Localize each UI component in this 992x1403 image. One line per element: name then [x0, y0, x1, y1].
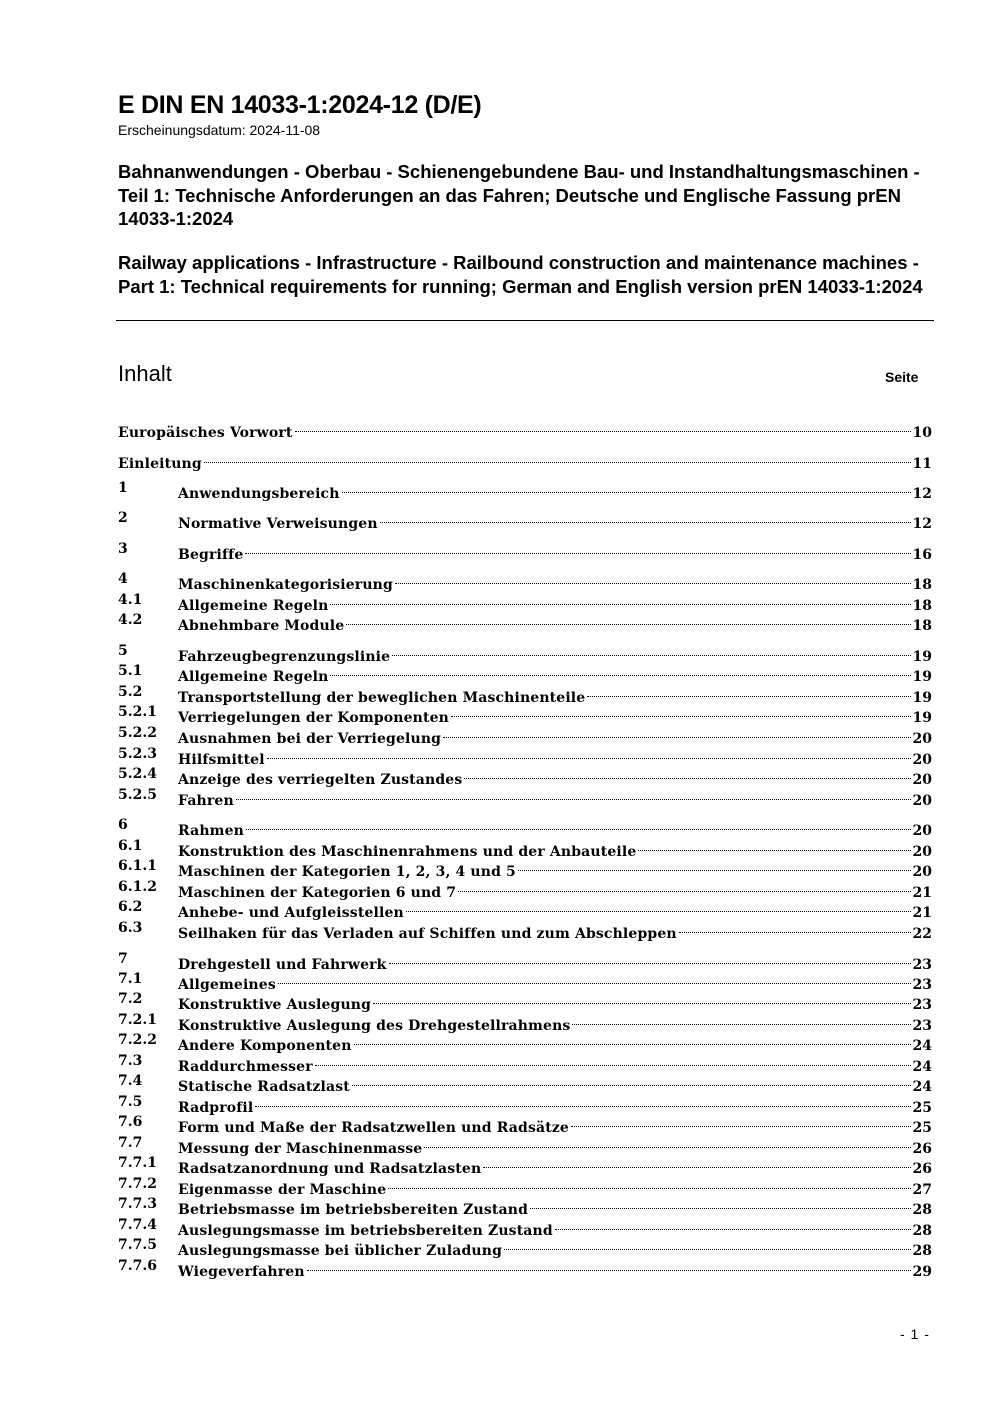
- toc-entry-page: 12: [912, 486, 932, 502]
- toc-entry-title: Auslegungsmasse im betriebsbereiten Zustand: [178, 1223, 553, 1239]
- toc-entry-page: 28: [912, 1243, 932, 1259]
- toc-entry-title: Maschinen der Kategorien 6 und 7: [178, 885, 457, 901]
- toc-entry[interactable]: [118, 785, 932, 809]
- toc-entry-number: 5.2.3: [118, 746, 157, 762]
- toc-entry-number: 5: [118, 643, 128, 659]
- toc-entry-page: 28: [912, 1223, 932, 1239]
- toc-entry-number: 4: [118, 571, 128, 587]
- toc-entry-title: Radsatzanordnung und Radsatzlasten: [178, 1161, 482, 1177]
- toc-entry-number: 7.3: [118, 1053, 143, 1069]
- toc-entry-page: 24: [912, 1038, 932, 1054]
- toc-entry-page: 19: [912, 669, 932, 685]
- toc-entry-line: [178, 949, 932, 973]
- toc-dot-leader: [380, 508, 911, 528]
- toc-entry-title: Transportstellung der beweglichen Maschinenteile: [178, 690, 586, 706]
- toc-entry-number: 6.1: [118, 838, 143, 854]
- toc-entry-title: Normative Verweisungen: [178, 516, 378, 532]
- toc-entry-title: Allgemeine Regeln: [178, 669, 329, 685]
- toc-entry-page: 29: [912, 1264, 932, 1280]
- document-id: E DIN EN 14033-1:2024-12 (D/E): [118, 91, 482, 119]
- toc-entry-number: 7.2.2: [118, 1032, 157, 1048]
- toc-entry-page: 10: [912, 425, 932, 441]
- toc-entry-title: Konstruktive Auslegung: [178, 997, 372, 1013]
- toc-entry-page: 26: [912, 1161, 932, 1177]
- toc-entry-title: Anwendungsbereich: [178, 486, 340, 502]
- toc-dot-leader: [451, 702, 911, 722]
- toc-entry-page: 27: [912, 1182, 932, 1198]
- toc-entry-page: 28: [912, 1202, 932, 1218]
- toc-entry-number: 7.2.1: [118, 1012, 157, 1028]
- toc-dot-leader: [346, 610, 910, 630]
- toc-entry-line: [178, 785, 932, 809]
- toc-entry-page: 20: [912, 823, 932, 839]
- toc-dot-leader: [330, 661, 910, 681]
- toc-entry-line: [178, 764, 932, 788]
- toc-entry-title: Rahmen: [178, 823, 245, 839]
- toc-entry-number: 7.7.4: [118, 1217, 157, 1233]
- toc-entry-line: [178, 744, 932, 768]
- toc-entry[interactable]: [118, 918, 932, 942]
- toc-entry[interactable]: [118, 1256, 932, 1280]
- toc-entry-page: 20: [912, 752, 932, 768]
- toc-entry-number: 7.7.3: [118, 1196, 157, 1212]
- toc-entry-title: Fahrzeugbegrenzungslinie: [178, 649, 391, 665]
- toc-entry-line: [178, 897, 932, 921]
- toc-entry-title: Allgemeine Regeln: [178, 598, 329, 614]
- toc-entry-line: [178, 1112, 932, 1136]
- toc-entry[interactable]: [118, 1153, 932, 1177]
- toc-entry-title: Form und Maße der Radsatzwellen und Radsätze: [178, 1120, 569, 1136]
- toc-entry-line: [178, 682, 932, 706]
- toc-entry-title: Konstruktion des Maschinenrahmens und der Anbauteile: [178, 844, 637, 860]
- toc-dot-leader: [278, 969, 911, 989]
- toc-entry-title: Einleitung: [118, 456, 202, 472]
- toc-entry-line: [178, 969, 932, 993]
- toc-dot-leader: [530, 1194, 911, 1214]
- toc-entry-title: Begriffe: [178, 547, 244, 563]
- toc-entry-number: 7.1: [118, 971, 143, 987]
- toc-entry-line: [178, 918, 932, 942]
- toc-dot-leader: [587, 682, 910, 702]
- toc-entry-title: Konstruktive Auslegung des Drehgestellrahmens: [178, 1018, 571, 1034]
- toc-entry-page: 20: [912, 772, 932, 788]
- toc-entry[interactable]: [118, 969, 932, 993]
- page-number: - 1 -: [900, 1326, 930, 1342]
- toc-entry[interactable]: [118, 764, 932, 788]
- toc-entry[interactable]: [118, 1030, 932, 1054]
- publication-date: Erscheinungsdatum: 2024-11-08: [118, 122, 321, 138]
- toc-entry-page: 19: [912, 690, 932, 706]
- toc-entry-title: Verriegelungen der Komponenten: [178, 710, 449, 726]
- toc-entry-page: 19: [912, 710, 932, 726]
- toc-dot-leader: [406, 897, 911, 917]
- toc-entry[interactable]: [118, 610, 932, 634]
- toc-dot-leader: [504, 1235, 910, 1255]
- toc-entry[interactable]: [118, 448, 932, 472]
- toc-entry[interactable]: [118, 590, 932, 614]
- toc-entry-page: 20: [912, 731, 932, 747]
- toc-entry-page: 12: [912, 516, 932, 532]
- toc-entry[interactable]: [118, 989, 932, 1013]
- toc-entry[interactable]: [118, 641, 932, 665]
- toc-entry-title: Raddurchmesser: [178, 1059, 313, 1075]
- toc-entry-number: 7.7.5: [118, 1237, 157, 1253]
- toc-entry-title: Abnehmbare Module: [178, 618, 345, 634]
- toc-entry-line: [178, 1071, 932, 1095]
- toc-dot-leader: [295, 417, 911, 437]
- toc-entry-number: 1: [118, 480, 128, 496]
- toc-entry-title: Eigenmasse der Maschine: [178, 1182, 387, 1198]
- toc-entry-title: Anhebe- und Aufgleisstellen: [178, 905, 404, 921]
- toc-entry-number: 7.4: [118, 1073, 143, 1089]
- title-german: Bahnanwendungen - Oberbau - Schienengebundene Bau- und Instandhaltungsmaschinen - Teil 1: Technische Anforderungen an das Fahren; Deutsche und Englische Fassung prEN 14033-1:2024: [118, 161, 920, 229]
- toc-entry-page: 24: [912, 1059, 932, 1075]
- toc-entry[interactable]: [118, 1235, 932, 1259]
- toc-entry-number: 4.1: [118, 592, 143, 608]
- toc-entry-page: 25: [912, 1120, 932, 1136]
- toc-dot-leader: [352, 1071, 911, 1091]
- toc-entry-number: 7.7.1: [118, 1155, 157, 1171]
- toc-entry-number: 5.2: [118, 684, 143, 700]
- toc-entry-line: [178, 1215, 932, 1239]
- toc-entry[interactable]: [118, 702, 932, 726]
- toc-entry[interactable]: [118, 539, 932, 563]
- toc-entry-title: Statische Radsatzlast: [178, 1079, 350, 1095]
- toc-entry-line: [118, 448, 932, 472]
- toc-dot-leader: [315, 1051, 911, 1071]
- toc-dot-leader: [555, 1215, 911, 1235]
- toc-entry-number: 6.1.1: [118, 858, 157, 874]
- toc-entry[interactable]: [118, 508, 932, 532]
- toc-entry-title: Messung der Maschinenmasse: [178, 1141, 423, 1157]
- toc-entry[interactable]: [118, 1215, 932, 1239]
- toc-entry-line: [178, 1153, 932, 1177]
- toc-dot-leader: [389, 949, 911, 969]
- toc-entry-line: [178, 1174, 932, 1198]
- toc-entry-page: 26: [912, 1141, 932, 1157]
- toc-entry-line: [178, 1030, 932, 1054]
- toc-dot-leader: [464, 764, 910, 784]
- toc-entry-line: [178, 539, 932, 563]
- toc-entry-number: 5.2.4: [118, 766, 157, 782]
- toc-entry-page: 21: [912, 905, 932, 921]
- toc-entry-page: 20: [912, 864, 932, 880]
- toc-entry-line: [178, 1092, 932, 1116]
- toc-entry-number: 7.7.2: [118, 1176, 157, 1192]
- toc-entry[interactable]: [118, 723, 932, 747]
- toc-entry-title: Drehgestell und Fahrwerk: [178, 957, 387, 973]
- toc-entry[interactable]: [118, 661, 932, 685]
- toc-entry-title: Fahren: [178, 793, 234, 809]
- toc-entry-line: [178, 1256, 932, 1280]
- toc-dot-leader: [518, 856, 911, 876]
- toc-entry-line: [178, 836, 932, 860]
- toc-entry-number: 7.5: [118, 1094, 143, 1110]
- toc-dot-leader: [246, 815, 911, 835]
- toc-entry-line: [178, 1010, 932, 1034]
- toc-dot-leader: [388, 1174, 910, 1194]
- toc-dot-leader: [443, 723, 910, 743]
- toc-entry-number: 5.2.5: [118, 787, 157, 803]
- toc-entry[interactable]: [118, 1051, 932, 1075]
- toc-dot-leader: [245, 539, 910, 559]
- toc-entry-page: 16: [912, 547, 932, 563]
- toc-entry[interactable]: [118, 815, 932, 839]
- toc-entry-line: [178, 1133, 932, 1157]
- toc-entry[interactable]: [118, 1010, 932, 1034]
- toc-entry-line: [118, 417, 932, 441]
- toc-entry-number: 5.1: [118, 663, 143, 679]
- toc-entry-page: 20: [912, 844, 932, 860]
- toc-entry[interactable]: [118, 1133, 932, 1157]
- toc-entry-line: [178, 569, 932, 593]
- toc-entry[interactable]: [118, 897, 932, 921]
- toc-dot-leader: [330, 590, 910, 610]
- toc-entry-title: Europäisches Vorwort: [118, 425, 293, 441]
- toc-entry-line: [178, 702, 932, 726]
- toc-entry-number: 6.2: [118, 899, 143, 915]
- toc-entry-page: 23: [912, 1018, 932, 1034]
- toc-entry-line: [178, 661, 932, 685]
- toc-entry[interactable]: [118, 856, 932, 880]
- title-english: Railway applications - Infrastructure - Railbound construction and maintenance machines - Part 1: Technical requirements for running; German and English version prEN 14033-1:2024: [118, 252, 923, 297]
- toc-dot-leader: [458, 877, 910, 897]
- toc-entry[interactable]: [118, 417, 932, 441]
- toc-dot-leader: [395, 569, 911, 589]
- toc-dot-leader: [571, 1112, 911, 1132]
- toc-entry[interactable]: [118, 1092, 932, 1116]
- toc-heading: Inhalt: [118, 361, 172, 386]
- toc-entry-line: [178, 610, 932, 634]
- toc-entry-title: Maschinenkategorisierung: [178, 577, 393, 593]
- toc-entry-number: 7.7: [118, 1135, 143, 1151]
- toc-entry-line: [178, 590, 932, 614]
- toc-entry-number: 6.1.2: [118, 879, 157, 895]
- toc-page-column-label: Seite: [885, 369, 919, 385]
- toc-entry-title: Allgemeines: [178, 977, 276, 993]
- toc-dot-leader: [307, 1256, 911, 1276]
- toc-entry-number: 2: [118, 510, 128, 526]
- toc-entry-number: 7.6: [118, 1114, 143, 1130]
- toc-dot-leader: [373, 989, 910, 1009]
- toc-entry-title: Hilfsmittel: [178, 752, 265, 768]
- toc-dot-leader: [392, 641, 910, 661]
- toc-entry-number: 6: [118, 817, 128, 833]
- toc-entry[interactable]: [118, 836, 932, 860]
- toc-entry[interactable]: [118, 569, 932, 593]
- toc-entry-page: 25: [912, 1100, 932, 1116]
- toc-entry[interactable]: [118, 949, 932, 973]
- toc-entry-page: 23: [912, 977, 932, 993]
- toc-entry-line: [178, 1051, 932, 1075]
- toc-entry[interactable]: [118, 1071, 932, 1095]
- toc-entry-title: Betriebsmasse im betriebsbereiten Zustand: [178, 1202, 529, 1218]
- toc-entry[interactable]: [118, 1194, 932, 1218]
- toc-entry-page: 21: [912, 885, 932, 901]
- toc-dot-leader: [255, 1092, 910, 1112]
- toc-entry-page: 22: [912, 926, 932, 942]
- toc-entry-title: Anzeige des verriegelten Zustandes: [178, 772, 463, 788]
- toc-dot-leader: [236, 785, 911, 805]
- toc-entry[interactable]: [118, 682, 932, 706]
- toc-entry-title: Maschinen der Kategorien 1, 2, 3, 4 und 5: [178, 864, 516, 880]
- toc-dot-leader: [679, 918, 911, 938]
- toc-entry-line: [178, 478, 932, 502]
- toc-entry-page: 18: [912, 598, 932, 614]
- toc-entry-page: 19: [912, 649, 932, 665]
- toc-entry-page: 20: [912, 793, 932, 809]
- toc-entry[interactable]: [118, 1112, 932, 1136]
- toc-entry[interactable]: [118, 1174, 932, 1198]
- toc-entry-number: 3: [118, 541, 128, 557]
- toc-dot-leader: [267, 744, 911, 764]
- toc-entry-page: 18: [912, 618, 932, 634]
- toc-entry-title: Wiegeverfahren: [178, 1264, 305, 1280]
- toc-entry-number: 6.3: [118, 920, 143, 936]
- toc-dot-leader: [572, 1010, 910, 1030]
- toc-dot-leader: [483, 1153, 910, 1173]
- toc-entry-number: 7: [118, 951, 128, 967]
- toc-entry-number: 7.7.6: [118, 1258, 157, 1274]
- toc-entry[interactable]: [118, 478, 932, 502]
- toc-entry-title: Auslegungsmasse bei üblicher Zuladung: [178, 1243, 503, 1259]
- toc-entry-line: [178, 815, 932, 839]
- toc-entry-title: Seilhaken für das Verladen auf Schiffen und zum Abschleppen: [178, 926, 677, 942]
- toc-entry-line: [178, 877, 932, 901]
- toc-dot-leader: [342, 478, 911, 498]
- toc-dot-leader: [638, 836, 910, 856]
- toc-entry-page: 23: [912, 957, 932, 973]
- toc-entry-line: [178, 508, 932, 532]
- toc-entry-line: [178, 1194, 932, 1218]
- toc-entry-title: Ausnahmen bei der Verriegelung: [178, 731, 442, 747]
- toc-entry-line: [178, 989, 932, 1013]
- toc-entry[interactable]: [118, 877, 932, 901]
- toc-entry-number: 5.2.1: [118, 704, 157, 720]
- toc-entry-title: Andere Komponenten: [178, 1038, 352, 1054]
- toc-entry[interactable]: [118, 744, 932, 768]
- toc-entry-number: 4.2: [118, 612, 143, 628]
- toc-entry-number: 7.2: [118, 991, 143, 1007]
- toc-dot-leader: [204, 448, 911, 468]
- toc-entry-page: 18: [912, 577, 932, 593]
- toc-entry-page: 11: [912, 456, 932, 472]
- toc-dot-leader: [424, 1133, 910, 1153]
- toc-dot-leader: [354, 1030, 911, 1050]
- toc-entry-page: 24: [912, 1079, 932, 1095]
- toc-entry-number: 5.2.2: [118, 725, 157, 741]
- toc-entry-page: 23: [912, 997, 932, 1013]
- toc-entry-title: Radprofil: [178, 1100, 254, 1116]
- toc-entry-line: [178, 641, 932, 665]
- toc-entry-line: [178, 723, 932, 747]
- toc-entry-line: [178, 856, 932, 880]
- toc-entry-line: [178, 1235, 932, 1259]
